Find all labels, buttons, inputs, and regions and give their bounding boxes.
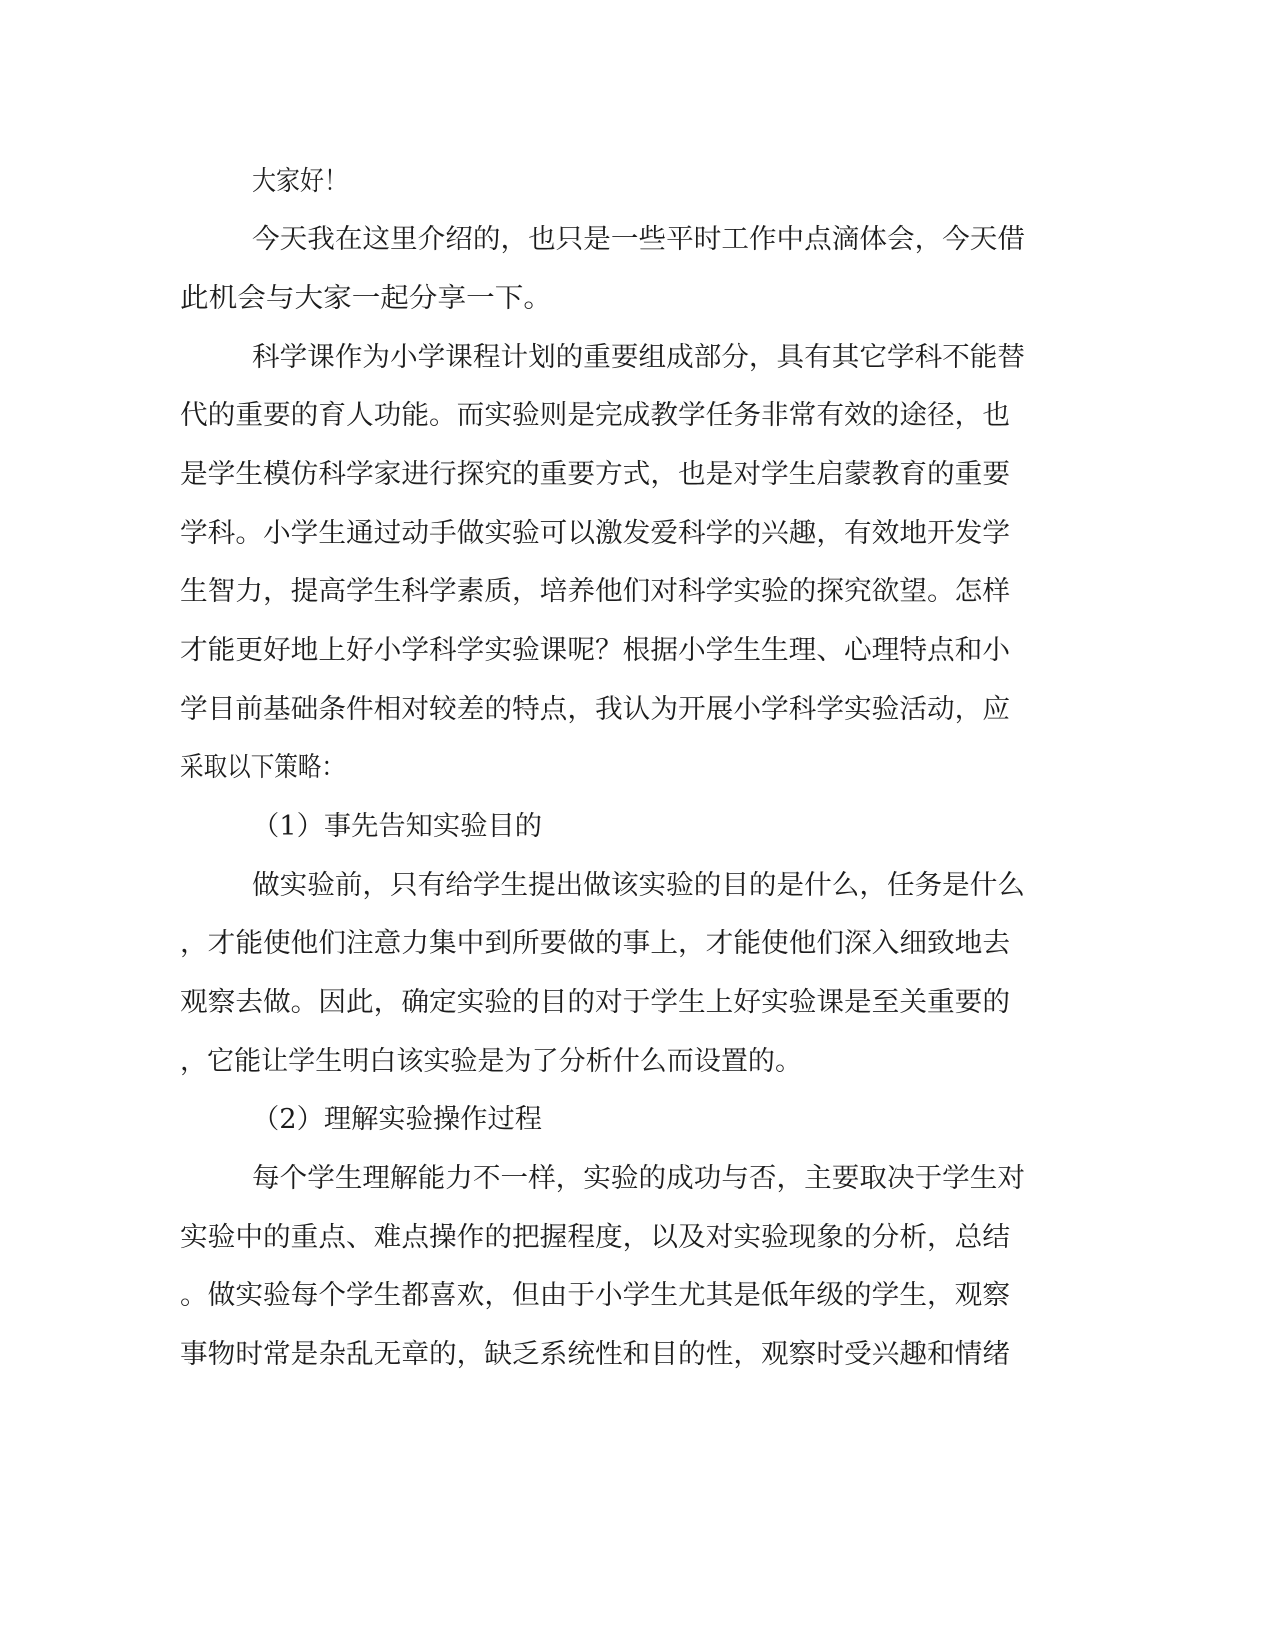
text-line [0, 338, 1275, 378]
paragraph-text: 每个学生理解能力不一样，实验的成功与否，主要取决于学生对 [252, 1163, 1025, 1194]
text-line [0, 1218, 1275, 1258]
text-line [0, 455, 1275, 495]
text-line [0, 1042, 1275, 1082]
text-line [0, 220, 1275, 260]
text-line [0, 572, 1275, 612]
text-line [0, 514, 1275, 554]
text-line [0, 690, 1275, 730]
text-line [0, 748, 1275, 788]
text-line [0, 631, 1275, 671]
paragraph-text: 事物时常是杂乱无章的，缺乏系统性和目的性，观察时受兴趣和情绪 [180, 1339, 1010, 1370]
text-line [0, 866, 1275, 906]
text-line [0, 1100, 1275, 1140]
text-line [0, 1276, 1275, 1316]
paragraph-text: ，才能使他们注意力集中到所要做的事上，才能使他们深入细致地去 [180, 928, 1010, 959]
section-heading: （1）事先告知实验目的 [252, 811, 542, 842]
section-heading: （2）理解实验操作过程 [252, 1104, 542, 1135]
text-line [0, 1335, 1275, 1375]
paragraph-text: 学目前基础条件相对较差的特点，我认为开展小学科学实验活动，应 [180, 694, 1010, 725]
paragraph-text: 科学课作为小学课程计划的重要组成部分，具有其它学科不能替 [252, 342, 1025, 373]
paragraph-text: 采取以下策略： [180, 752, 345, 783]
paragraph-text: 今天我在这里介绍的，也只是一些平时工作中点滴体会，今天借 [252, 224, 1025, 255]
paragraph-text: 代的重要的育人功能。而实验则是完成教学任务非常有效的途径，也 [180, 400, 1010, 431]
text-line [0, 924, 1275, 964]
text-line [0, 983, 1275, 1023]
text-line [0, 162, 1275, 202]
text-line [0, 1159, 1275, 1199]
text-line [0, 279, 1275, 319]
paragraph-text: 做实验前，只有给学生提出做该实验的目的是什么，任务是什么 [252, 870, 1025, 901]
paragraph-text: 实验中的重点、难点操作的把握程度，以及对实验现象的分析，总结 [180, 1222, 1010, 1253]
text-line [0, 807, 1275, 847]
paragraph-text: 。做实验每个学生都喜欢，但由于小学生尤其是低年级的学生，观察 [180, 1280, 1010, 1311]
paragraph-text: 观察去做。因此，确定实验的目的对于学生上好实验课是至关重要的 [180, 987, 1010, 1018]
paragraph-text: 是学生模仿科学家进行探究的重要方式，也是对学生启蒙教育的重要 [180, 459, 1010, 490]
paragraph-text: 生智力，提高学生科学素质，培养他们对科学实验的探究欲望。怎样 [180, 576, 1010, 607]
paragraph-text: 此机会与大家一起分享一下。 [180, 283, 552, 314]
paragraph-text: 才能更好地上好小学科学实验课呢？根据小学生生理、心理特点和小 [180, 635, 1010, 666]
text-line [0, 396, 1275, 436]
paragraph-text: ，它能让学生明白该实验是为了分析什么而设置的。 [180, 1046, 802, 1077]
greeting-text: 大家好！ [252, 166, 348, 197]
paragraph-text: 学科。小学生通过动手做实验可以激发爱科学的兴趣，有效地开发学 [180, 518, 1010, 549]
